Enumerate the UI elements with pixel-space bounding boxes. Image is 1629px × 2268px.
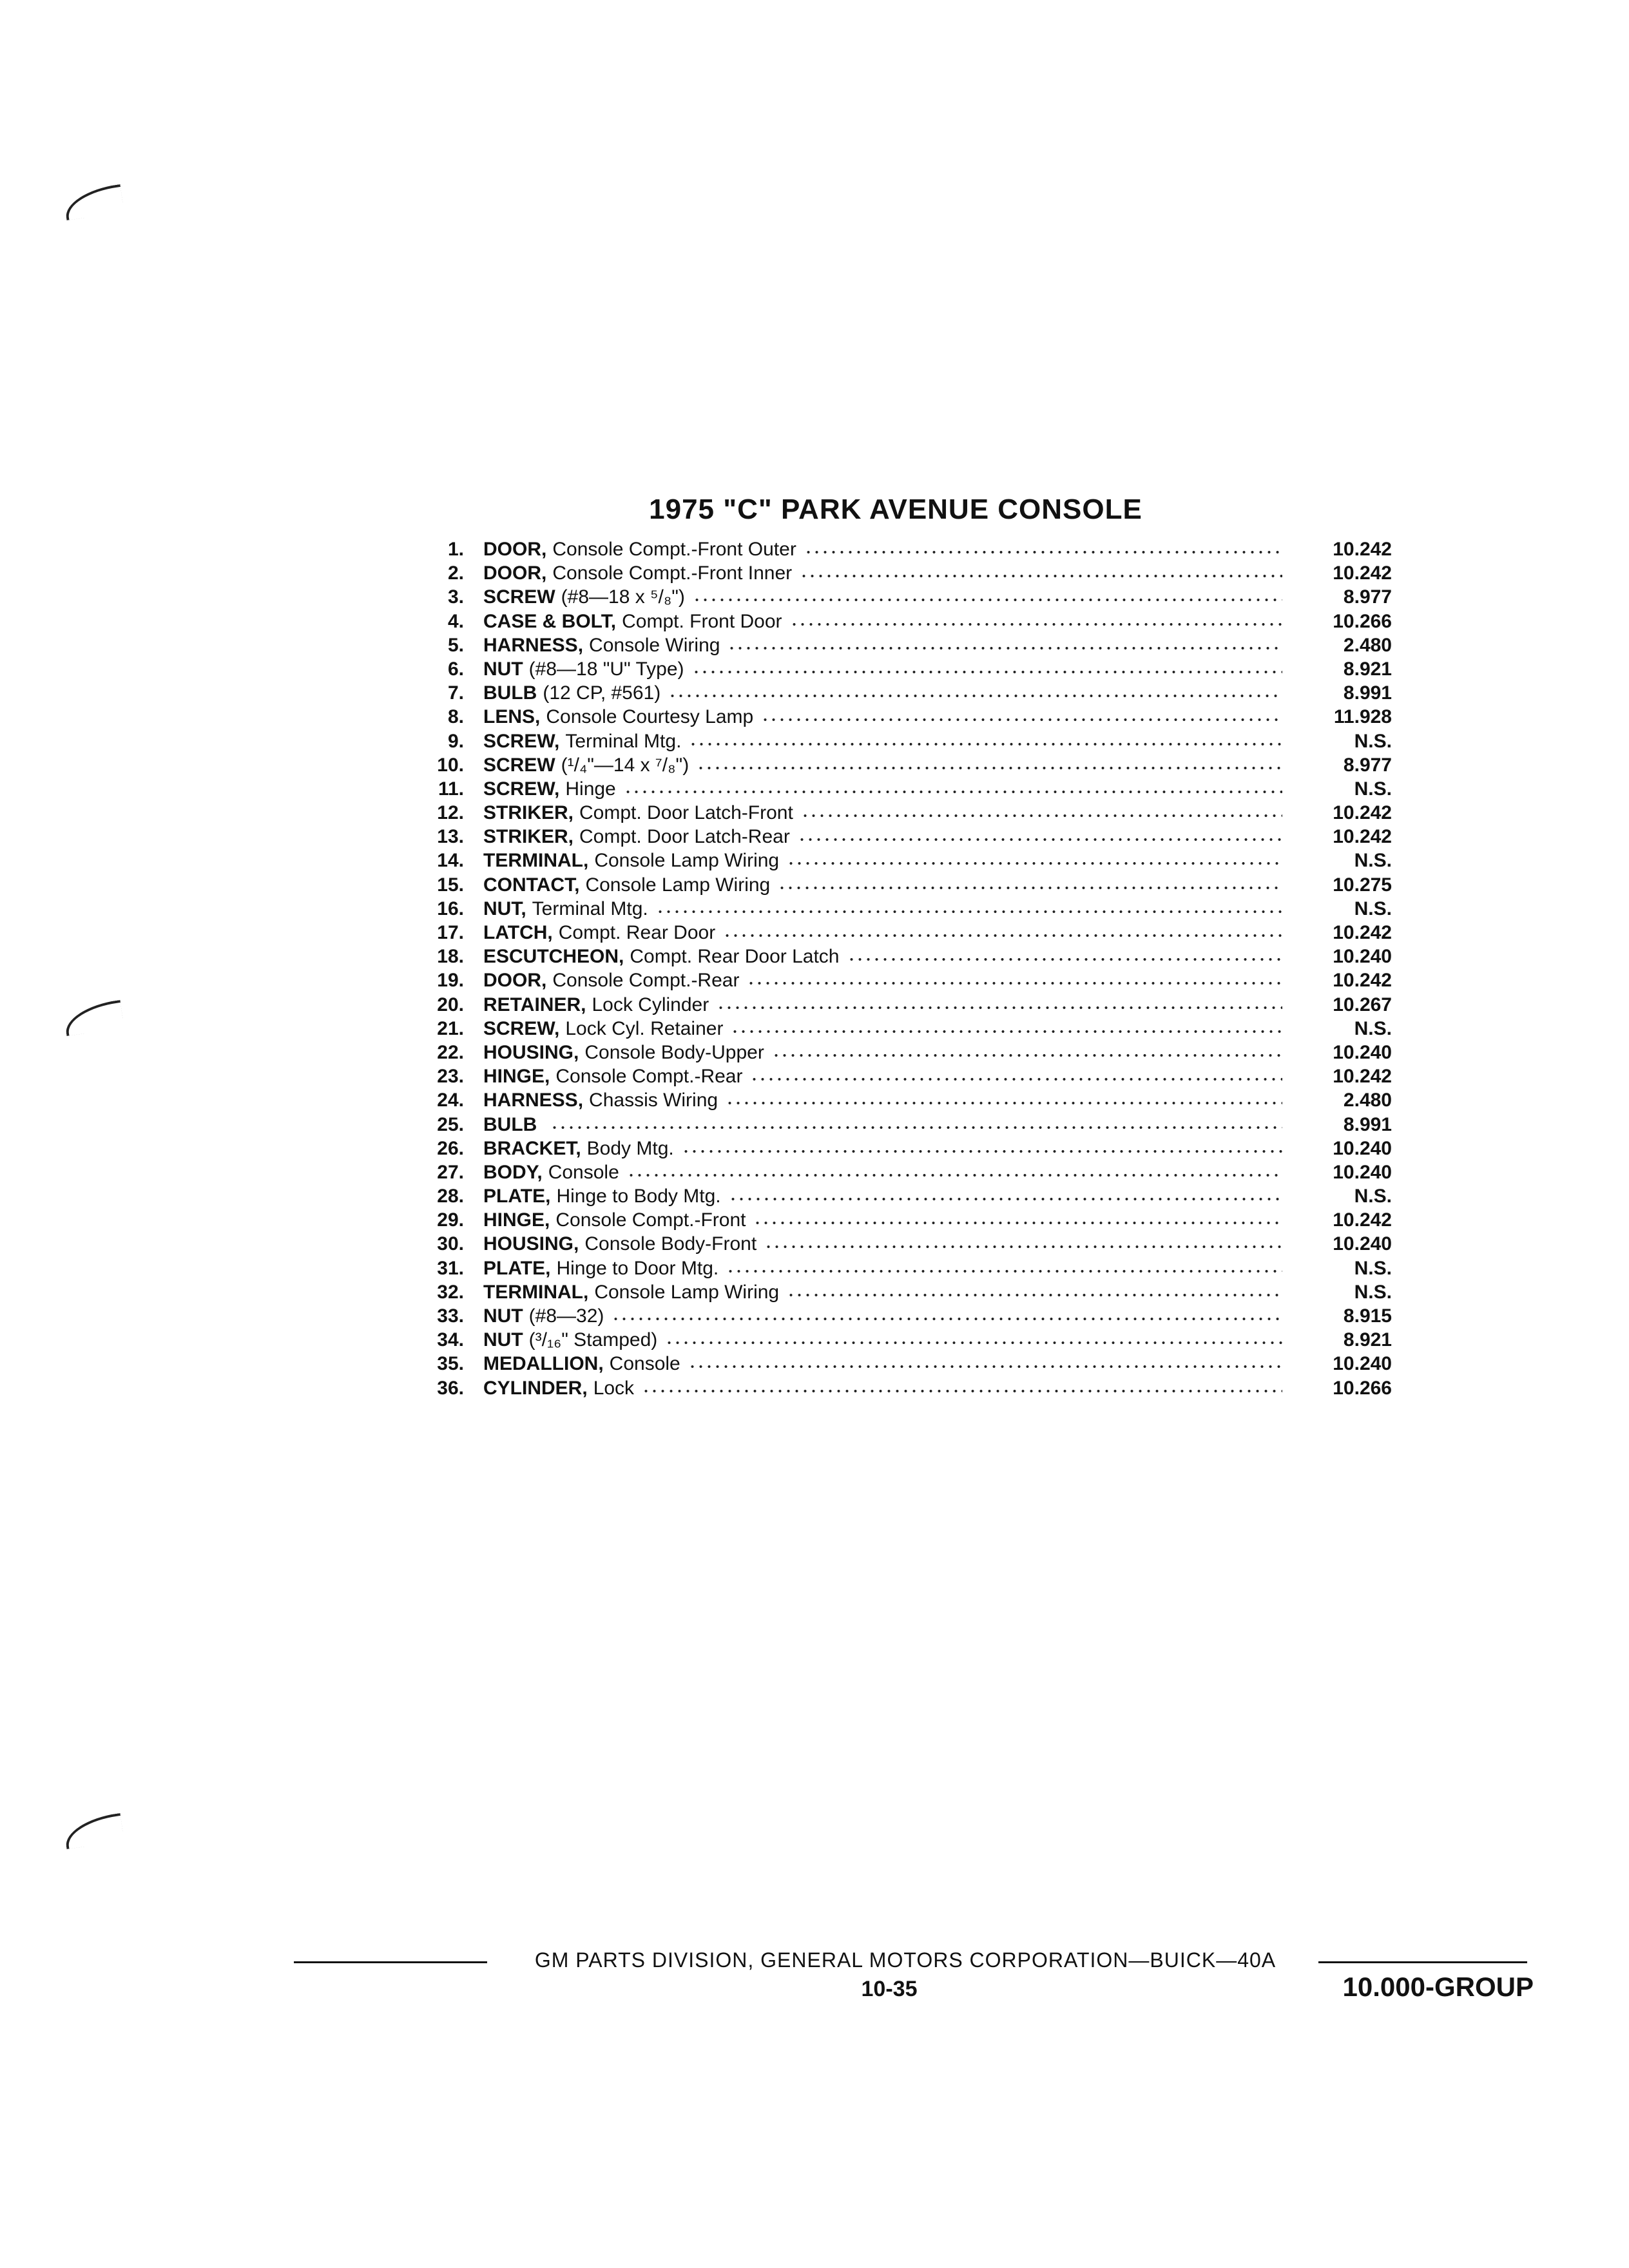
group-reference: 10.240 xyxy=(1333,946,1392,968)
page-title: 1975 "C" PARK AVENUE CONSOLE xyxy=(649,494,1142,525)
part-number: 17. xyxy=(437,922,464,943)
group-reference: 2.480 xyxy=(1343,1090,1392,1111)
part-name: SCREW, xyxy=(483,1017,560,1039)
part-description: Compt. Rear Door xyxy=(558,922,716,943)
part-number: 19. xyxy=(437,970,464,992)
part-description: Compt. Door Latch-Rear xyxy=(579,826,790,848)
part-name: NUT xyxy=(483,1329,523,1351)
group-reference: 10.242 xyxy=(1333,802,1392,824)
dot-leader xyxy=(847,943,1283,963)
part-number: 3. xyxy=(447,586,464,608)
part-description: Console Body-Upper xyxy=(584,1041,764,1063)
part-number: 28. xyxy=(437,1186,464,1207)
part-row xyxy=(412,560,1392,584)
dot-leader xyxy=(761,704,1282,723)
part-description: Lock Cylinder xyxy=(592,994,709,1015)
part-number: 35. xyxy=(437,1353,464,1375)
part-name: HOUSING, xyxy=(483,1233,579,1255)
dot-leader xyxy=(731,1015,1282,1035)
dot-leader xyxy=(804,536,1282,555)
dot-leader xyxy=(753,1207,1282,1226)
group-reference: 8.991 xyxy=(1343,682,1392,704)
part-row xyxy=(412,823,1392,847)
group-reference: 10.240 xyxy=(1333,1041,1392,1063)
group-reference: 10.266 xyxy=(1333,1377,1392,1399)
part-name: BRACKET, xyxy=(483,1137,581,1159)
part-number: 26. xyxy=(437,1137,464,1159)
part-row xyxy=(412,1327,1392,1350)
part-description: (#8—32) xyxy=(528,1305,604,1327)
part-row xyxy=(412,656,1392,680)
part-description: Lock Cyl. Retainer xyxy=(565,1017,724,1039)
dot-leader xyxy=(764,1231,1282,1250)
part-description: Console Body-Front xyxy=(584,1233,757,1255)
dot-leader xyxy=(624,776,1282,795)
part-name: STRIKER, xyxy=(483,802,574,824)
dot-leader xyxy=(801,800,1282,819)
part-row xyxy=(412,1015,1392,1039)
part-number: 13. xyxy=(437,826,464,848)
group-reference: 10.242 xyxy=(1333,1209,1392,1231)
part-number: 23. xyxy=(437,1066,464,1088)
dot-leader xyxy=(729,1183,1282,1202)
part-description: (#8—18 "U" Type) xyxy=(528,658,684,680)
part-name: BULB xyxy=(483,682,537,704)
part-description: Console Compt.-Front Inner xyxy=(552,562,793,584)
group-reference: 8.977 xyxy=(1343,754,1392,776)
part-number: 27. xyxy=(437,1161,464,1183)
dot-leader xyxy=(692,656,1282,675)
group-code: 10.000-GROUP xyxy=(1342,1972,1534,2002)
part-number: 31. xyxy=(437,1257,464,1279)
part-row xyxy=(412,536,1392,560)
part-row xyxy=(412,752,1392,776)
part-row xyxy=(412,1159,1392,1183)
part-name: SCREW, xyxy=(483,730,560,752)
group-reference: N.S. xyxy=(1354,1281,1392,1303)
part-row xyxy=(412,1255,1392,1279)
group-reference: 10.240 xyxy=(1333,1161,1392,1183)
part-number: 34. xyxy=(437,1329,464,1351)
group-reference: 10.242 xyxy=(1333,562,1392,584)
group-reference: 11.928 xyxy=(1333,706,1392,728)
part-row xyxy=(412,967,1392,991)
dot-leader xyxy=(689,728,1282,747)
group-reference: 10.240 xyxy=(1333,1233,1392,1255)
part-row xyxy=(412,1375,1392,1399)
group-reference: 8.991 xyxy=(1343,1113,1392,1135)
part-row xyxy=(412,800,1392,823)
dot-leader xyxy=(726,1255,1282,1274)
part-row xyxy=(412,1087,1392,1111)
part-description: Terminal Mtg. xyxy=(532,898,648,919)
group-reference: 8.921 xyxy=(1343,658,1392,680)
dot-leader xyxy=(787,1279,1282,1298)
dot-leader xyxy=(697,752,1282,771)
dot-leader xyxy=(642,1375,1282,1394)
part-name: HOUSING, xyxy=(483,1041,579,1063)
part-description: Chassis Wiring xyxy=(589,1090,718,1111)
part-name: CASE & BOLT, xyxy=(483,610,617,632)
group-reference: 10.242 xyxy=(1333,826,1392,848)
part-name: DOOR, xyxy=(483,539,547,560)
binder-hole-mark-bottom xyxy=(63,1813,124,1849)
part-description: Lock xyxy=(593,1377,635,1399)
dot-leader xyxy=(750,1063,1282,1082)
part-name: STRIKER, xyxy=(483,826,574,848)
part-name: HINGE, xyxy=(483,1209,550,1231)
group-reference: N.S. xyxy=(1354,778,1392,800)
part-name: CYLINDER, xyxy=(483,1377,588,1399)
part-description: (¹/₄"—14 x ⁷/₈") xyxy=(561,754,689,776)
part-number: 24. xyxy=(437,1090,464,1111)
part-row xyxy=(412,872,1392,896)
part-number: 20. xyxy=(437,994,464,1015)
dot-leader xyxy=(665,1327,1282,1346)
part-number: 33. xyxy=(437,1305,464,1327)
binder-hole-mark-middle xyxy=(63,1000,124,1036)
part-name: PLATE, xyxy=(483,1257,551,1279)
part-name: TERMINAL, xyxy=(483,850,589,872)
part-name: HARNESS, xyxy=(483,1090,584,1111)
part-row xyxy=(412,584,1392,608)
dot-leader xyxy=(688,1350,1282,1370)
group-reference: N.S. xyxy=(1354,1017,1392,1039)
dot-leader xyxy=(790,608,1282,628)
part-name: DOOR, xyxy=(483,970,547,992)
part-description: Console Wiring xyxy=(589,634,720,656)
part-row xyxy=(412,632,1392,656)
part-row xyxy=(412,847,1392,871)
part-number: 29. xyxy=(437,1209,464,1231)
group-reference: N.S. xyxy=(1354,898,1392,919)
part-number: 25. xyxy=(437,1113,464,1135)
dot-leader xyxy=(656,896,1282,915)
dot-leader xyxy=(717,992,1282,1011)
part-description: Console Courtesy Lamp xyxy=(546,706,754,728)
footer-rule-left xyxy=(294,1961,487,1963)
part-number: 11. xyxy=(438,778,464,800)
group-reference: N.S. xyxy=(1354,1186,1392,1207)
group-reference: 10.266 xyxy=(1333,610,1392,632)
part-description: Console Compt.-Rear xyxy=(555,1066,743,1088)
part-row xyxy=(412,1303,1392,1327)
part-description: (³/₁₆" Stamped) xyxy=(528,1329,658,1351)
part-description: Console Lamp Wiring xyxy=(585,874,771,896)
part-name: TERMINAL, xyxy=(483,1281,589,1303)
part-number: 21. xyxy=(437,1017,464,1039)
part-name: SCREW xyxy=(483,754,555,776)
part-description: Compt. Front Door xyxy=(622,610,782,632)
part-description: Hinge xyxy=(565,778,616,800)
dot-leader xyxy=(772,1039,1282,1059)
part-description: Hinge to Body Mtg. xyxy=(556,1186,721,1207)
part-name: SCREW, xyxy=(483,778,560,800)
part-name: MEDALLION, xyxy=(483,1353,604,1375)
part-name: ESCUTCHEON, xyxy=(483,946,624,968)
part-name: SCREW xyxy=(483,586,555,608)
part-description: Console Compt.-Front Outer xyxy=(552,539,796,560)
part-description: Compt. Door Latch-Front xyxy=(579,802,793,824)
part-description: Console Lamp Wiring xyxy=(594,1281,780,1303)
part-number: 10. xyxy=(437,754,464,776)
part-name: BODY, xyxy=(483,1161,543,1183)
group-reference: 10.240 xyxy=(1333,1137,1392,1159)
dot-leader xyxy=(787,847,1282,867)
part-number: 16. xyxy=(437,898,464,919)
part-row xyxy=(412,919,1392,943)
part-name: RETAINER, xyxy=(483,994,586,1015)
part-row xyxy=(412,608,1392,632)
part-row xyxy=(412,704,1392,727)
part-row xyxy=(412,1111,1392,1135)
part-name: NUT xyxy=(483,1305,523,1327)
part-row xyxy=(412,896,1392,919)
part-description: Hinge to Door Mtg. xyxy=(556,1257,719,1279)
part-row xyxy=(412,680,1392,704)
part-name: CONTACT, xyxy=(483,874,580,896)
dot-leader xyxy=(668,680,1282,699)
part-number: 22. xyxy=(437,1041,464,1063)
part-row xyxy=(412,1207,1392,1231)
part-number: 14. xyxy=(437,850,464,872)
part-description: Compt. Rear Door Latch xyxy=(630,946,840,968)
group-reference: N.S. xyxy=(1354,1257,1392,1279)
group-reference: N.S. xyxy=(1354,850,1392,872)
part-name: DOOR, xyxy=(483,562,547,584)
footer-publisher: GM PARTS DIVISION, GENERAL MOTORS CORPORATION—BUICK—40A xyxy=(534,1948,1277,1972)
part-row xyxy=(412,776,1392,800)
dot-leader xyxy=(682,1135,1282,1155)
part-number: 6. xyxy=(447,658,464,680)
part-description: (12 CP, #561) xyxy=(543,682,661,704)
dot-leader xyxy=(726,1087,1282,1106)
part-name: HARNESS, xyxy=(483,634,584,656)
dot-leader xyxy=(798,823,1282,843)
part-description: Console Lamp Wiring xyxy=(594,850,780,872)
part-number: 7. xyxy=(447,682,464,704)
dot-leader xyxy=(627,1159,1282,1178)
part-name: PLATE, xyxy=(483,1186,551,1207)
dot-leader xyxy=(550,1111,1282,1131)
part-description: Body Mtg. xyxy=(586,1137,674,1159)
group-reference: N.S. xyxy=(1354,730,1392,752)
part-name: BULB xyxy=(483,1113,537,1135)
part-description: Terminal Mtg. xyxy=(565,730,682,752)
dot-leader xyxy=(778,872,1282,891)
part-number: 18. xyxy=(437,946,464,968)
group-reference: 10.242 xyxy=(1333,539,1392,560)
group-reference: 2.480 xyxy=(1343,634,1392,656)
dot-leader xyxy=(728,632,1282,651)
part-number: 36. xyxy=(437,1377,464,1399)
part-row xyxy=(412,1183,1392,1207)
page-number: 10-35 xyxy=(861,1977,918,2001)
binder-hole-mark-top xyxy=(63,184,124,220)
group-reference: 10.242 xyxy=(1333,1066,1392,1088)
footer-rule-right xyxy=(1318,1961,1527,1963)
part-name: NUT, xyxy=(483,898,526,919)
part-number: 2. xyxy=(447,562,464,584)
part-number: 12. xyxy=(437,802,464,824)
part-number: 8. xyxy=(447,706,464,728)
part-number: 30. xyxy=(437,1233,464,1255)
dot-leader xyxy=(723,919,1282,939)
part-number: 5. xyxy=(447,634,464,656)
part-number: 4. xyxy=(447,610,464,632)
part-name: LENS, xyxy=(483,706,541,728)
part-number: 1. xyxy=(447,539,464,560)
group-reference: 10.240 xyxy=(1333,1353,1392,1375)
dot-leader xyxy=(747,967,1282,986)
part-number: 32. xyxy=(437,1281,464,1303)
group-reference: 8.977 xyxy=(1343,586,1392,608)
group-reference: 10.267 xyxy=(1333,994,1392,1015)
part-row xyxy=(412,1279,1392,1303)
part-description: Console xyxy=(609,1353,680,1375)
part-description: Console xyxy=(548,1161,619,1183)
part-row xyxy=(412,1231,1392,1254)
part-description: Console Compt.-Front xyxy=(555,1209,746,1231)
group-reference: 10.242 xyxy=(1333,922,1392,943)
group-reference: 10.242 xyxy=(1333,970,1392,992)
part-row xyxy=(412,1063,1392,1087)
part-row xyxy=(412,992,1392,1015)
part-number: 15. xyxy=(437,874,464,896)
part-row xyxy=(412,1135,1392,1159)
part-row xyxy=(412,1350,1392,1374)
parts-list xyxy=(412,536,1392,1399)
dot-leader xyxy=(612,1303,1282,1322)
dot-leader xyxy=(800,560,1282,579)
group-reference: 10.275 xyxy=(1333,874,1392,896)
part-row xyxy=(412,728,1392,752)
part-number: 9. xyxy=(447,730,464,752)
group-reference: 8.921 xyxy=(1343,1329,1392,1351)
part-row xyxy=(412,1039,1392,1063)
part-name: HINGE, xyxy=(483,1066,550,1088)
dot-leader xyxy=(693,584,1282,603)
part-name: LATCH, xyxy=(483,922,553,943)
part-name: NUT xyxy=(483,658,523,680)
part-description: Console Compt.-Rear xyxy=(552,970,740,992)
part-row xyxy=(412,943,1392,967)
group-reference: 8.915 xyxy=(1343,1305,1392,1327)
part-description: (#8—18 x ⁵/₈") xyxy=(561,586,685,608)
